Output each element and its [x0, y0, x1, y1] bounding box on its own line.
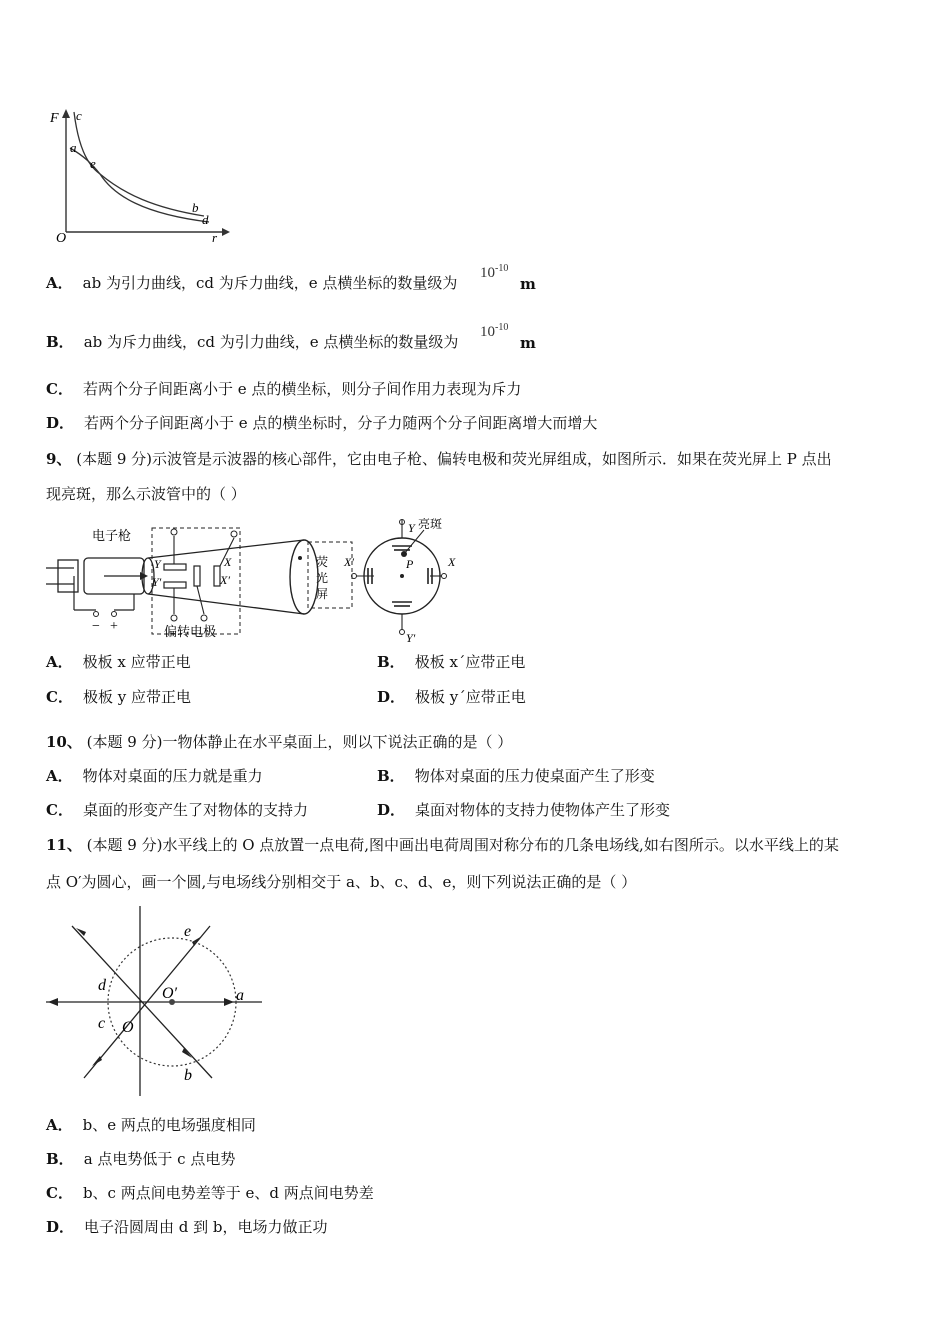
label-plate-Xp: X′: [220, 573, 230, 587]
label-plate-X: X: [224, 555, 232, 569]
field-label-a: a: [236, 987, 244, 1004]
label-screen-X: X: [448, 555, 456, 569]
q10-option-d[interactable]: D． 桌面对物体的支持力使物体产生了形变: [377, 801, 671, 819]
field-label-c: c: [98, 1015, 106, 1032]
q8-option-b-unit: m: [520, 334, 536, 352]
q10-option-b[interactable]: B． 物体对桌面的压力使桌面产生了形变: [377, 767, 655, 785]
q11-option-d[interactable]: D． 电子沿圆周由 d 到 b，电场力做正功: [46, 1218, 328, 1236]
fig1-label-F: F: [50, 111, 59, 126]
label-plate-Yp: Y′: [152, 575, 162, 589]
q10-option-a[interactable]: A． 物体对桌面的压力就是重力: [46, 767, 263, 785]
q10-option-c[interactable]: C． 桌面的形变产生了对物体的支持力: [46, 801, 308, 819]
force-distance-graph: [44, 104, 234, 250]
oscilloscope-tube-diagram: [44, 518, 464, 644]
label-screen-Y: Y: [408, 521, 415, 535]
label-bright-spot: 亮斑: [418, 518, 443, 531]
q9-option-a[interactable]: A． 极板 x 应带正电: [46, 653, 191, 671]
q11-option-b[interactable]: B． a 点电势低于 c 点电势: [46, 1150, 236, 1168]
label-screen-Xp: X′: [344, 555, 354, 569]
label-screen-3: 屏: [316, 587, 329, 601]
fig1-label-c: c: [76, 108, 82, 123]
q11-stem-line2: 点 O′为圆心，画一个圆,与电场线分别相交于 a、b、c、d、e，则下列说法正确的是（ ）: [46, 873, 637, 891]
label-electron-gun: 电子枪: [92, 528, 132, 543]
fig1-label-e: e: [90, 156, 96, 171]
q9-option-c[interactable]: C． 极板 y 应带正电: [46, 688, 191, 706]
field-label-e: e: [184, 923, 192, 940]
field-label-d: d: [98, 977, 106, 994]
q8-option-c[interactable]: C． 若两个分子间距离小于 e 点的横坐标，则分子间作用力表现为斥力: [46, 380, 522, 398]
fig1-label-b: b: [192, 200, 199, 215]
label-P: P: [406, 557, 414, 571]
q11-stem-line1: 11、 (本题 9 分)水平线上的 O 点放置一点电荷,图中画出电荷周围对称分布的几条电场线,如右图所示。以水平线上的某: [46, 836, 839, 854]
q8-option-a-unit: m: [520, 275, 536, 293]
q11-option-c[interactable]: C． b、c 两点间电势差等于 e、d 两点间电势差: [46, 1184, 374, 1202]
q9-option-b[interactable]: B． 极板 x´应带正电: [377, 653, 526, 671]
label-plate-Y: Y: [154, 557, 161, 571]
q9-option-d[interactable]: D． 极板 y´应带正电: [377, 688, 526, 706]
q9-stem-line2: 现亮斑，那么示波管中的（ ）: [46, 485, 246, 503]
q8-option-d[interactable]: D． 若两个分子间距离小于 e 点的横坐标时，分子力随两个分子间距离增大而增大: [46, 414, 598, 432]
q10-stem: 10、 (本题 9 分)一物体静止在水平桌面上，则以下说法正确的是（ ）: [46, 733, 513, 751]
q8-option-a[interactable]: A． ab 为引力曲线，cd 为斥力曲线，e 点横坐标的数量级为: [46, 274, 458, 292]
fig1-label-d: d: [202, 212, 209, 227]
label-plus: +: [110, 619, 118, 634]
fig1-label-a: a: [70, 140, 77, 155]
fig1-label-r: r: [212, 230, 218, 245]
label-minus: −: [92, 619, 100, 634]
electric-field-diagram: [44, 902, 274, 1098]
label-screen-Yp: Y′: [406, 631, 416, 644]
field-label-b: b: [184, 1067, 192, 1084]
field-label-Op: O′: [162, 985, 178, 1002]
field-label-O: O: [122, 1019, 134, 1036]
q8-option-a-power: $10^{-10}$: [480, 263, 509, 281]
q8-option-b[interactable]: B． ab 为斥力曲线，cd 为引力曲线，e 点横坐标的数量级为: [46, 333, 459, 351]
q8-option-b-power: $10^{-10}$: [480, 322, 509, 340]
label-screen-1: 荧: [316, 555, 329, 569]
q9-stem-line1: 9、 (本题 9 分)示波管是示波器的核心部件，它由电子枪、偏转电极和荧光屏组成，如图所示．如果在荧光屏上 P 点出: [46, 450, 832, 468]
fig1-label-O: O: [56, 231, 67, 246]
label-deflection: 偏转电极: [164, 624, 217, 639]
label-screen-2: 光: [316, 571, 329, 585]
q11-option-a[interactable]: A． b、e 两点的电场强度相同: [46, 1116, 256, 1134]
